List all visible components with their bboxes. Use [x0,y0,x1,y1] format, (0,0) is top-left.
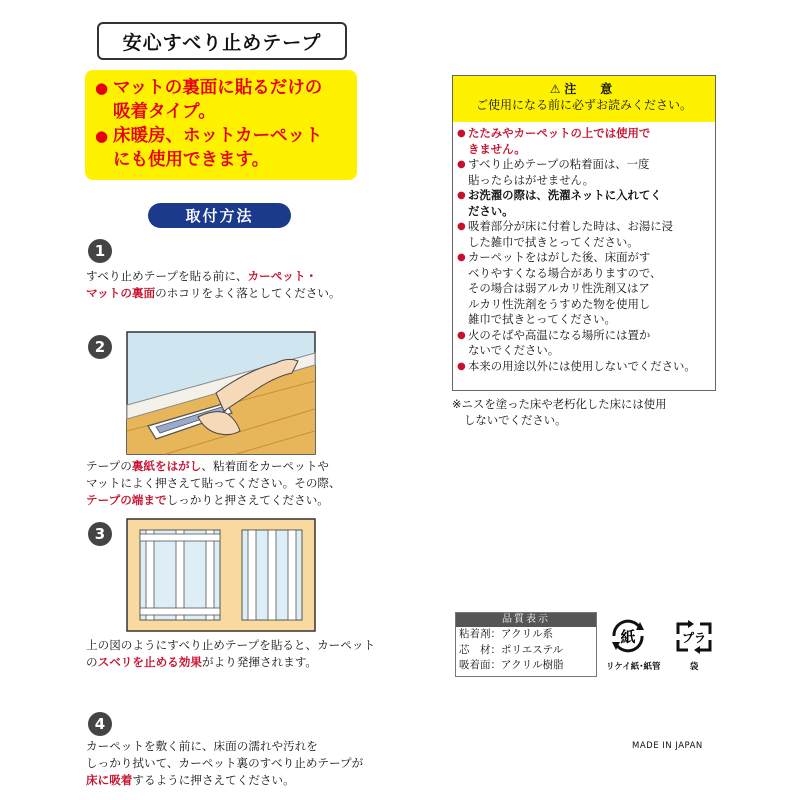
product-title: 安心すべり止めテープ [97,22,347,60]
step-text-run: カーペットを敷く前に、床面の濡れや汚れを [86,739,318,753]
warning-triangle-icon: ⚠ [549,82,561,96]
caution-item [457,250,711,328]
caution-line: たたみやカーペットの上では使用で [468,126,651,140]
caution-item [457,219,711,250]
caution-line: その場合は弱アルカリ性洗剤又はア [468,281,650,295]
bullet-icon: ● [95,127,109,145]
quality-row: 吸着面：アクリル樹脂 [459,659,564,671]
caution-line: きません。 [468,141,526,156]
feature-line: マットの裏面に貼るだけの [113,78,323,98]
step-text-run: 、粘着面をカーペットや [201,459,329,473]
step-number-badge: 2 [88,335,112,359]
bullet-icon: ● [457,128,466,139]
note [452,397,667,428]
step-4-text [86,738,363,789]
caution-line: ださい。 [468,203,514,218]
plastic-recycle-icon [672,616,716,672]
caution-item [457,188,711,219]
caution-header [453,76,715,122]
step-1-text [86,268,341,302]
caution-line: ないでください。 [468,343,560,357]
caution-item [457,359,711,375]
quality-row: 芯 材：ポリエステル [459,643,564,656]
note-line: しないでください。 [464,412,567,427]
feature-line: 床暖房、ホットカーペット [113,126,323,146]
section-label: 取付方法 [148,203,291,228]
highlight-text: 裏紙をはがし [131,459,202,473]
quality-label [455,612,597,677]
step-line [86,285,341,302]
step-text-run: テープの [86,459,132,473]
feature-item [95,76,349,124]
highlight-text: マットの裏面 [86,286,156,300]
caution-line: カーペットをはがした後、床面がす [468,250,651,264]
step-text-run: しっかりと押さえてください。 [166,493,329,507]
caution-box [452,75,716,391]
step-text-run: 上の図のようにすべり止めテープを貼ると、カーペット [86,638,376,652]
step-number-badge: 4 [88,712,112,736]
step-3-text [86,637,375,671]
step-line [86,738,363,755]
caution-line: べりやすくなる場合がありますので、 [468,265,662,280]
bullet-icon: ● [457,190,466,201]
step-line [86,637,375,654]
bullet-icon: ● [457,159,466,170]
feature-line: にも使用できます。 [113,150,270,170]
caution-list [453,122,715,374]
caution-line: お洗濯の際は、洗濯ネットに入れてく [468,188,662,202]
caution-line: 本来の用途以外には使用しないでください。 [468,358,696,373]
recycle-label: 袋 [689,662,699,672]
quality-row: 粘着剤：アクリル系 [459,628,554,640]
bullet-icon: ● [95,79,109,97]
recycle-label: リケイ紙･紙管 [606,662,661,672]
bullet-icon: ● [457,329,466,341]
step-text-run: しっかり拭いて、カーペット裏のすべり止めテープが [86,756,364,770]
caution-line: ルカリ性洗剤をうすめた物を使用し [468,296,651,311]
step-line [86,755,363,772]
caution-line: すべり止めテープの粘着面は、一度 [468,157,650,171]
feature-line: 吸着タイプ。 [113,102,216,122]
note-line: ※ニスを塗った床や老朽化した床には使用 [452,397,667,411]
highlight-text: スベリを止める効果 [97,655,202,669]
step-number-badge: 1 [88,239,112,263]
step-text-run: マットによく押さえて貼ってください。その際、 [86,476,341,490]
bullet-icon: ● [457,252,466,263]
caution-item [457,328,711,359]
step-2-illustration [126,331,316,455]
caution-line: した雑巾で拭きとってください。 [468,234,639,249]
caution-line: 雑巾で拭きとってください。 [468,312,616,326]
step-line [86,268,341,285]
step-3-illustration [126,518,316,632]
caution-item [457,157,711,188]
quality-header: 品質表示 [456,613,596,627]
step-line [86,475,341,492]
highlight-text: カーペット・ [247,269,318,283]
step-text-run: すべり止めテープを貼る前に、 [86,269,248,283]
recycle-glyph: 紙 [620,628,636,646]
step-line [86,492,341,509]
highlight-text: テープの端まで [86,493,167,507]
step-2-text [86,458,341,509]
step-line [86,772,363,789]
feature-box [85,70,357,180]
caution-line: 吸着部分が床に付着した時は、お湯に浸 [468,219,674,233]
feature-item [95,124,349,172]
step-line [86,458,341,475]
bullet-icon: ● [457,221,466,232]
step-text-run: のホコリをよく落としてください。 [155,286,341,300]
highlight-text: 床に吸着 [86,773,133,787]
step-text-run: の [86,655,98,669]
step-text-run: がより発揮されます。 [201,655,317,669]
bullet-icon: ● [457,360,466,372]
caution-item [457,126,711,157]
step-number-badge: 3 [88,522,112,546]
paper-recycle-icon [606,616,661,672]
made-in-label: MADE IN JAPAN [632,741,703,751]
caution-line: 貼ったらはがせません。 [468,172,594,187]
recycle-glyph: プラ [681,631,707,645]
caution-line: 火のそばや高温になる場所には置か [468,327,651,342]
caution-subtitle: ご使用になる前に必ずお読みください。 [475,98,692,112]
caution-title: 注 意 [564,82,619,96]
step-text-run: するように押さえてください。 [132,773,295,787]
step-line [86,654,375,671]
